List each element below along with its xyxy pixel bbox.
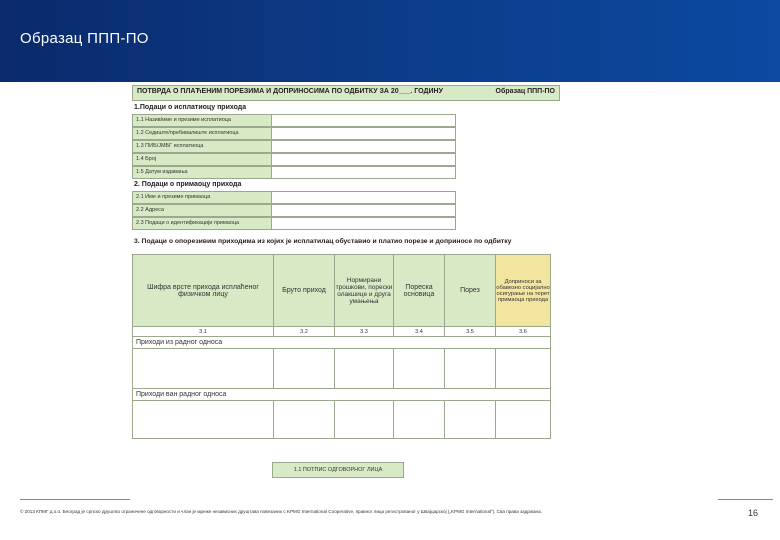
page-number: 16 bbox=[748, 508, 759, 518]
row-value bbox=[272, 153, 456, 166]
row-value bbox=[272, 127, 456, 140]
table-cell bbox=[274, 349, 335, 389]
row-value bbox=[272, 114, 456, 127]
section1-title: 1.Подаци о исплатиоцу прихода bbox=[134, 104, 247, 111]
section2-title: 2. Подаци о примаоцу прихода bbox=[134, 181, 242, 188]
table-cell bbox=[133, 349, 274, 389]
table-cell bbox=[335, 401, 394, 439]
header-cell: Доприноси за обавезно социјално осигурање на терет примаоца прихода bbox=[496, 255, 551, 327]
table-cell bbox=[394, 401, 445, 439]
table-cell bbox=[445, 401, 496, 439]
page-title: Образац ППП-ПО bbox=[20, 30, 149, 47]
row-label: 1.1 Назив/име и презиме исплатиоца bbox=[132, 114, 272, 127]
group-label: Приходи из радног односа bbox=[133, 337, 551, 349]
row-label: 1.3 ПИБ/ЈМБГ исплатиоца bbox=[132, 140, 272, 153]
table-cell bbox=[274, 401, 335, 439]
header-cell: Бруто приход bbox=[274, 255, 335, 327]
table-cell bbox=[394, 349, 445, 389]
table-cell bbox=[335, 349, 394, 389]
row-value bbox=[272, 166, 456, 179]
form-code: Образац ППП-ПО bbox=[495, 88, 555, 95]
header-cell: Нормирани трошкови, порески олакшице и друга умањења bbox=[335, 255, 394, 327]
column-number: 3.2 bbox=[274, 327, 335, 337]
table-cell bbox=[133, 401, 274, 439]
table-cell bbox=[445, 349, 496, 389]
row-value bbox=[272, 204, 456, 217]
signature-label: 1.1 ПОТПИС ОДГОВОРНОГ ЛИЦА bbox=[272, 462, 404, 478]
header-cell: Шифра врсте прихода исплаћеног физичком лицу bbox=[133, 255, 274, 327]
form-title: ПОТВРДА О ПЛАЋЕНИМ ПОРЕЗИМА И ДОПРИНОСИМА ПО ОДБИТКУ ЗА 20___. ГОДИНУ bbox=[137, 88, 443, 95]
form-header bbox=[132, 85, 560, 101]
row-value bbox=[272, 217, 456, 230]
row-label: 1.2 Седиште/пребивалиште исплатиоца bbox=[132, 127, 272, 140]
table-cell bbox=[496, 349, 551, 389]
section3-title: 3. Подаци о опорезивим приходима из којих је исплатилац обуставио и платио порезе и доприносе по одбитку bbox=[134, 238, 512, 245]
footer-divider bbox=[20, 499, 130, 500]
column-number: 3.4 bbox=[394, 327, 445, 337]
column-number: 3.6 bbox=[496, 327, 551, 337]
row-label: 2.1 Име и презиме примаоца bbox=[132, 191, 272, 204]
row-label: 2.3 Подаци о идентификацији примаоца bbox=[132, 217, 272, 230]
row-label: 1.4 Број bbox=[132, 153, 272, 166]
header-cell: Пореска основица bbox=[394, 255, 445, 327]
column-number: 3.5 bbox=[445, 327, 496, 337]
row-label: 2.2 Адреса bbox=[132, 204, 272, 217]
title-bar bbox=[0, 0, 780, 82]
row-label: 1.5 Датум издавања bbox=[132, 166, 272, 179]
group-label: Приходи ван радног односа bbox=[133, 389, 551, 401]
header-cell: Порез bbox=[445, 255, 496, 327]
row-value bbox=[272, 191, 456, 204]
row-value bbox=[272, 140, 456, 153]
footer-divider bbox=[718, 499, 773, 500]
column-number: 3.3 bbox=[335, 327, 394, 337]
table-cell bbox=[496, 401, 551, 439]
column-number: 3.1 bbox=[133, 327, 274, 337]
income-table bbox=[132, 254, 551, 439]
footer-text: © 2013 КПМГ д.о.о. Београд је српско друштво ограничене одговорности и члан је мреже независних друштава повезаних с KPMG International Cooperative, правног лица регистрованог у Швајцарској („KPMG International“). Сва права задржана. bbox=[20, 509, 542, 514]
